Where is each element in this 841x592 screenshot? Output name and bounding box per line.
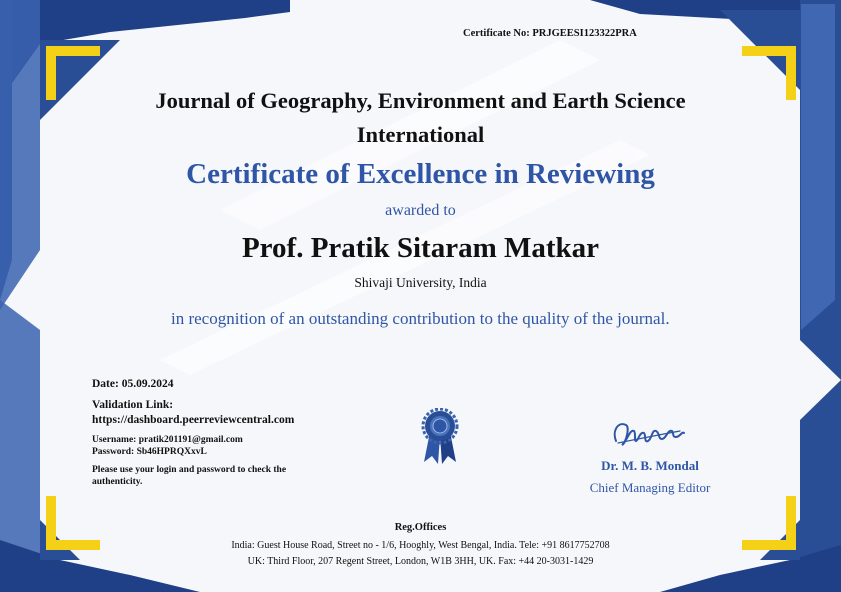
journal-name-line1: Journal of Geography, Environment and Earth Science bbox=[155, 88, 686, 113]
issue-date: Date: 05.09.2024 bbox=[92, 378, 174, 390]
uk-office-address: UK: Third Floor, 207 Regent Street, London, W1B 3HH, UK. Fax: +44 20-3031-1429 bbox=[247, 556, 594, 567]
reg-offices-heading: Reg.Offices bbox=[394, 522, 447, 533]
validation-details bbox=[92, 378, 352, 488]
signature-mark bbox=[608, 413, 688, 453]
recipient-name: Prof. Pratik Sitaram Matkar bbox=[241, 232, 600, 264]
india-office-address: India: Guest House Road, Street no - 1/6, Hooghly, West Bengal, India. Tele: +91 8617752708 bbox=[231, 540, 610, 551]
award-ribbon-icon bbox=[420, 408, 460, 466]
authenticity-note-line2: authenticity. bbox=[92, 477, 143, 487]
authenticity-note-line1: Please use your login and password to check the bbox=[92, 465, 287, 475]
recipient-affiliation: Shivaji University, India bbox=[354, 275, 487, 290]
certificate-title: Certificate of Excellence in Reviewing bbox=[186, 158, 655, 190]
awarded-to-label: awarded to bbox=[385, 202, 456, 219]
password-text: Password: Sb46HPRQXxvL bbox=[92, 447, 207, 457]
journal-name-line2: International bbox=[356, 122, 485, 147]
username-text: Username: pratik201191@gmail.com bbox=[92, 435, 243, 445]
signatory-name: Dr. M. B. Mondal bbox=[601, 458, 699, 473]
validation-link[interactable]: https://dashboard.peerreviewcentral.com bbox=[92, 414, 295, 426]
certificate-number: Certificate No: PRJGEESI123322PRA bbox=[463, 28, 637, 39]
journal-name bbox=[0, 84, 841, 152]
validation-label: Validation Link: bbox=[92, 399, 174, 411]
recognition-statement: in recognition of an outstanding contribution to the quality of the journal. bbox=[171, 309, 670, 328]
signatory-role: Chief Managing Editor bbox=[589, 480, 711, 495]
